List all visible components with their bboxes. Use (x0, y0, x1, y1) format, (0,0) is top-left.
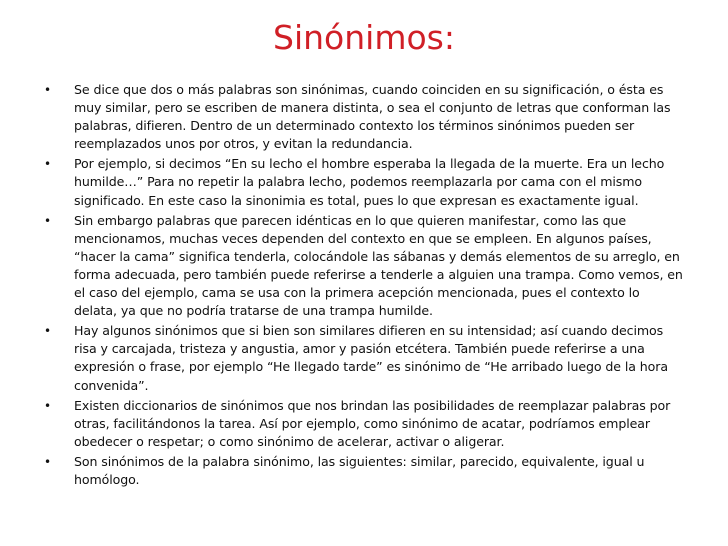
bullet-dot-icon: • (44, 213, 51, 228)
bullet-dot-icon: • (44, 157, 51, 172)
bullet-item-4 (36, 322, 686, 394)
bullet-dot-icon: • (44, 83, 51, 97)
bullet-item-3 (36, 212, 686, 321)
bullet-dot-icon: • (44, 454, 51, 469)
slide-title: Sinónimos: (273, 18, 455, 57)
bullet-item-5 (36, 397, 686, 451)
bullet-text-1: Se dice que dos o más palabras son sinónimas, cuando coinciden en su significación, o ésta es muy similar, pero se escriben de manera distinta, o sea el conjunto de letras que conforman las palabras, difieren. Dentro de un determinado contexto los términos sinónimos pueden ser reemplazados unos por otros, y evitan la redundancia. (74, 82, 671, 152)
bullet-text-6: Son sinónimos de la palabra sinónimo, las siguientes: similar, parecido, equivalente, igual u homólogo. (74, 453, 645, 487)
bullet-item-6 (36, 453, 686, 489)
bullet-item-1 (36, 81, 686, 153)
bullet-list (36, 81, 686, 491)
bullet-text-4: Hay algunos sinónimos que si bien son similares difieren en su intensidad; así cuando decimos risa y carcajada, tristeza y angustia, amor y pasión etcétera. También puede referirse a una expresión o frase, por ejemplo “He llegado tarde” es sinónimo de “He arribado luego de la hora convenida”. (74, 323, 668, 393)
bullet-text-2: Por ejemplo, si decimos “En su lecho el hombre esperaba la llegada de la muerte. Era un lecho humilde…” Para no repetir la palabra lecho, podemos reemplazarla por cama con el mismo significado. En este caso la sinonimia es total, pues lo que expresan es exactamente igual. (74, 156, 665, 208)
bullet-dot-icon: • (44, 324, 51, 339)
bullet-text-3: Sin embargo palabras que parecen idénticas en lo que quieren manifestar, como las que mencionamos, muchas veces dependen del contexto en que se empleen. En algunos países, “hacer la cama” significa tenderla, colocándole las sábanas y demás elementos de su arreglo, en forma adecuada, pero también puede referirse a tenderle a alguien una trampa. Como vemos, en el caso del ejemplo, cama se usa con la primera acepción mencionada, pues el contexto lo delata, ya que no podría tratarse de una trampa humilde. (74, 212, 683, 319)
bullet-text-5: Existen diccionarios de sinónimos que nos brindan las posibilidades de reemplazar palabras por otras, facilitándonos la tarea. Así por ejemplo, como sinónimo de acatar, podríamos emplear obedecer o respetar; o como sinónimo de acelerar, activar o aligerar. (74, 397, 671, 449)
bullet-dot-icon: • (44, 398, 51, 413)
bullet-item-2 (36, 155, 686, 209)
